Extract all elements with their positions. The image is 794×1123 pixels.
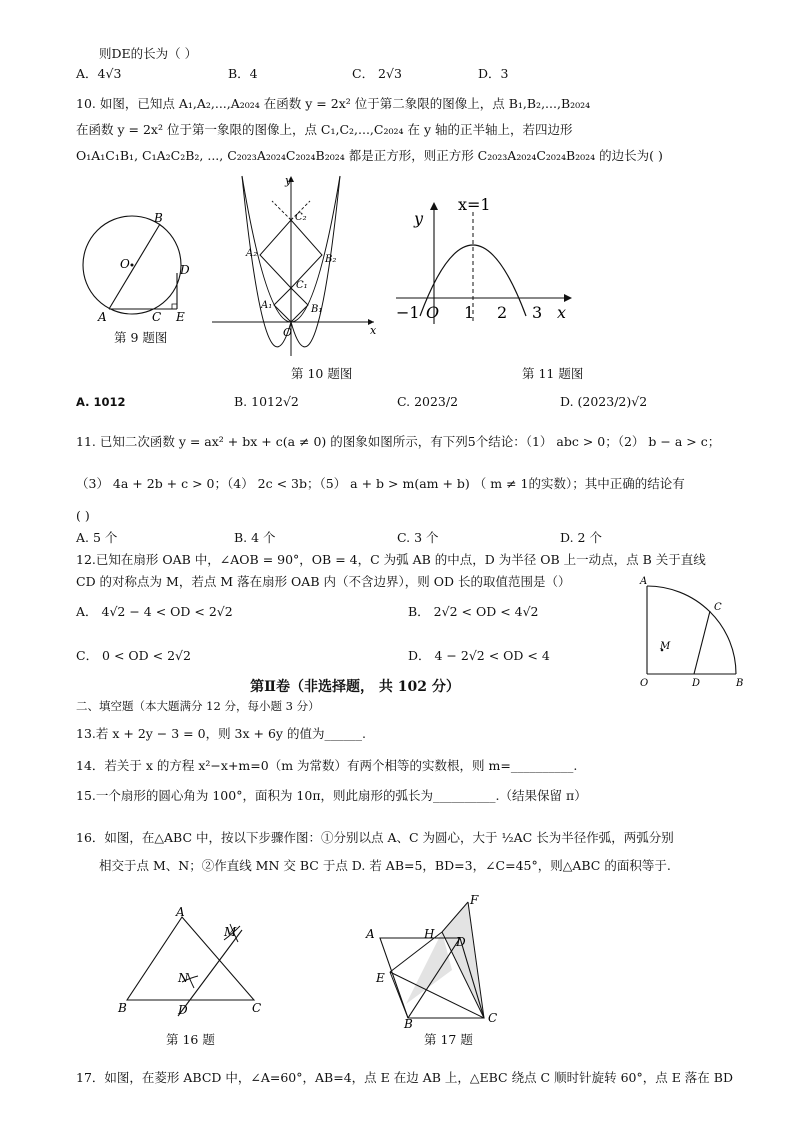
q12-line1: 12.已知在扇形 OAB 中，∠AOB = 90°，OB = 4，C 为弧 AB 的中点，D 为半径 OB 上一动点，点 B 关于直线 — [76, 552, 706, 567]
fig10-label-a2: A₂ — [246, 248, 258, 259]
q10-line3: O₁A₁C₁B₁, C₁A₂C₂B₂, ..., C₂₀₂₃A₂₀₂₄C₂₀₂₄B₂₀₂₄ 都是正方形，则正方形 C₂₀₂₃A₂₀₂₄C₂₀₂₄B₂₀₂₄ 的边长为( ) — [76, 148, 663, 163]
q9-tail: 则DE的长为（ ） — [99, 46, 198, 61]
fig12-label-b: B — [736, 678, 744, 689]
q9-option-c: C． 2√3 — [352, 66, 402, 81]
q10-line1: 10. 如图，已知点 A₁,A₂,...,A₂₀₂₄ 在函数 y = 2x² 位于第二象限的图像上，点 B₁,B₂,...,B₂₀₂₄ — [76, 96, 591, 111]
figure-9 — [80, 208, 200, 328]
q10-option-b: B. 1012√2 — [234, 394, 299, 409]
q12-option-c: C． 0 < OD < 2√2 — [76, 648, 191, 663]
fig12-label-a: A — [640, 576, 648, 587]
q17-line1: 17．如图，在菱形 ABCD 中，∠A=60°，AB=4，点 E 在边 AB 上，△EBC 绕点 C 顺时针旋转 60°，点 E 落在 BD — [76, 1070, 733, 1085]
figure-10 — [208, 172, 380, 358]
fig12-label-m: M — [660, 641, 671, 652]
fig12-label-o: O — [640, 678, 649, 689]
figure-12 — [632, 574, 760, 690]
figure-10-caption: 第 10 题图 — [291, 366, 353, 381]
fig17-label-a: A — [366, 927, 375, 941]
fig10-label-b2: B₂ — [325, 254, 337, 265]
fig9-label-e: E — [176, 310, 185, 324]
fig17-label-h: H — [424, 927, 435, 941]
fig16-label-m: M — [224, 925, 237, 939]
q10-line2: 在函数 y = 2x² 位于第一象限的图像上，点 C₁,C₂,...,C₂₀₂₄ 在 y 轴的正半轴上，若四边形 — [76, 122, 573, 137]
q11-option-d: D. 2 个 — [560, 530, 602, 545]
section-fill-in-heading: 二、填空题（本大题满分 12 分，每小题 3 分） — [76, 699, 320, 713]
q15-text: 15.一个扇形的圆心角为 100°，面积为 10π，则此扇形的弧长为__________.（结果保留 π） — [76, 788, 587, 803]
fig17-label-c: C — [488, 1011, 498, 1025]
fig11-label-o: O — [426, 303, 440, 322]
fig11-tick-3: 3 — [532, 303, 543, 322]
fig9-label-o: O — [120, 257, 130, 271]
fig17-label-e: E — [376, 971, 385, 985]
fig16-label-n: N — [178, 971, 189, 985]
part2-title: 第Ⅱ卷（非选择题， 共 102 分） — [250, 679, 460, 695]
figure-11 — [392, 192, 580, 328]
q11-option-a: A. 5 个 — [76, 530, 118, 545]
fig12-arc — [647, 586, 736, 674]
fig16-label-a: A — [176, 905, 185, 919]
figure-11-caption: 第 11 题图 — [522, 366, 584, 381]
q12-option-b: B． 2√2 < OD < 4√2 — [408, 604, 539, 619]
figure-17 — [360, 894, 510, 1030]
fig16-label-d: D — [178, 1003, 188, 1017]
q12-line2: CD 的对称点为 M，若点 M 落在扇形 OAB 内（不含边界），则 OD 长的取值范围是（） — [76, 574, 571, 589]
fig10-label-b1: B₁ — [311, 304, 323, 315]
fig9-label-c: C — [152, 310, 162, 324]
q16-line2: 相交于点 M、N；②作直线 MN 交 BC 于点 D. 若 AB=5，BD=3，∠C=45°，则△ABC 的面积等于. — [99, 858, 671, 873]
fig10-label-a1: A₁ — [261, 300, 273, 311]
q9-option-d: D．3 — [478, 66, 509, 81]
fig11-label-y: y — [414, 209, 424, 228]
fig10-label-y: y — [285, 174, 292, 187]
fig9-label-d: D — [180, 263, 190, 277]
figure-16 — [112, 902, 274, 1022]
q10-option-d: D. (2023/2)√2 — [560, 394, 648, 409]
fig17-label-b: B — [404, 1017, 413, 1030]
q12-option-d: D． 4 − 2√2 < OD < 4 — [408, 648, 550, 663]
q10-option-a: A. 1012 — [76, 395, 126, 409]
fig10-label-c1: C₁ — [296, 280, 308, 291]
fig17-label-d: D — [456, 935, 466, 949]
fig11-tick-2: 2 — [497, 303, 508, 322]
fig9-label-a: A — [98, 310, 107, 324]
q11-line1: 11. 已知二次函数 y = ax² + bx + c(a ≠ 0) 的图象如图所示，有下列5个结论：（1） abc > 0；（2） b − a > c； — [76, 434, 721, 449]
q11-line3: ( ) — [76, 508, 90, 523]
figure-9-caption: 第 9 题图 — [114, 330, 168, 345]
fig9-label-b: B — [154, 211, 163, 225]
q9-option-b: B．4 — [228, 66, 258, 81]
fig10-label-c2: C₂ — [295, 212, 307, 223]
fig10-label-x: x — [370, 324, 377, 337]
q12-option-a: A． 4√2 − 4 < OD < 2√2 — [76, 604, 233, 619]
q14-text: 14．若关于 x 的方程 x²−x+m=0（m 为常数）有两个相等的实数根，则 m=__________. — [76, 758, 578, 773]
q11-option-b: B. 4 个 — [234, 530, 276, 545]
fig16-label-b: B — [118, 1001, 127, 1015]
fig12-label-d: D — [692, 678, 701, 689]
q11-line2: （3） 4a + 2b + c > 0；（4） 2c < 3b；（5） a + b > m(am + b) （ m ≠ 1的实数）；其中正确的结论有 — [76, 476, 685, 491]
fig17-label-f: F — [470, 894, 479, 907]
q11-option-c: C. 3 个 — [397, 530, 439, 545]
fig11-tick-1: 1 — [464, 303, 475, 322]
fig11-label-x: x — [557, 303, 567, 322]
q9-option-a: A．4√3 — [76, 66, 122, 81]
figure-17-caption: 第 17 题 — [424, 1032, 473, 1047]
fig11-label-axis: x=1 — [458, 195, 491, 214]
fig11-tick-neg1: −1 — [396, 303, 420, 322]
fig10-label-o: O — [283, 326, 293, 339]
fig12-label-c: C — [714, 602, 722, 613]
q13-text: 13.若 x + 2y − 3 = 0，则 3x + 6y 的值为______. — [76, 726, 366, 741]
figure-16-caption: 第 16 题 — [166, 1032, 215, 1047]
fig16-label-c: C — [252, 1001, 262, 1015]
q10-option-c: C. 2023/2 — [397, 394, 459, 409]
q16-line1: 16．如图，在△ABC 中，按以下步骤作图：①分别以点 A、C 为圆心，大于 ½AC 长为半径作弧，两弧分别 — [76, 830, 674, 845]
